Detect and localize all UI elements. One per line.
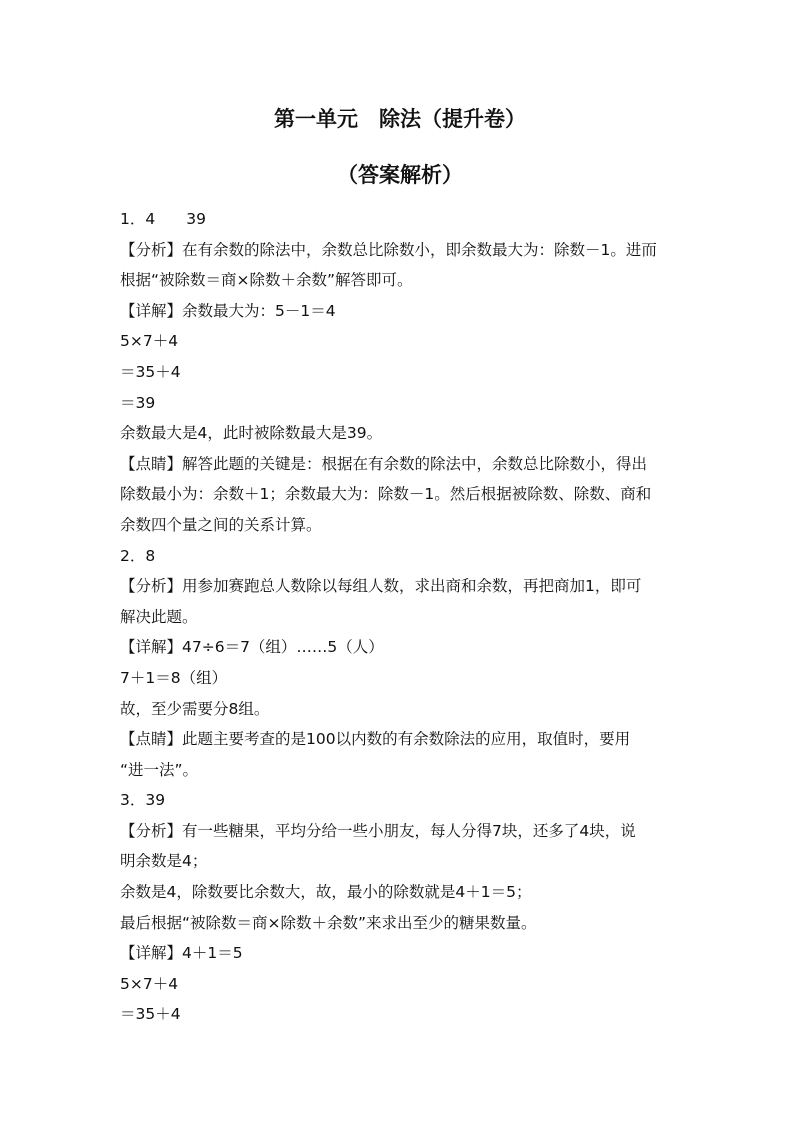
text-line: 余数最大是4，此时被除数最大是39。 bbox=[120, 424, 383, 443]
text-line: “进一法”。 bbox=[120, 760, 199, 779]
text-line: 5×7＋4 bbox=[120, 974, 179, 993]
text-line: 3．39 bbox=[120, 791, 166, 810]
text-line: 【详解】4＋1＝5 bbox=[120, 944, 243, 963]
text-line: 2．8 bbox=[120, 546, 156, 565]
text-line: 5×7＋4 bbox=[120, 332, 179, 351]
text-line: 【点睛】解答此题的关键是：根据在有余数的除法中，余数总比除数小，得出 bbox=[120, 454, 648, 473]
text-line: 根据“被除数＝商×除数＋余数”解答即可。 bbox=[120, 271, 413, 290]
text-line: ＝35＋4 bbox=[120, 1005, 181, 1024]
text-line: 故，至少需要分8组。 bbox=[120, 699, 270, 718]
text-line: 余数四个量之间的关系计算。 bbox=[120, 515, 322, 534]
answer-body bbox=[120, 204, 700, 1030]
text-line: 【详解】47÷6＝7（组）……5（人） bbox=[120, 638, 384, 657]
text-line: 1．4 39 bbox=[120, 210, 206, 228]
text-line: 【分析】用参加赛跑总人数除以每组人数，求出商和余数，再把商加1，即可 bbox=[120, 577, 642, 596]
text-line: 除数最小为：余数＋1；余数最大为：除数－1。然后根据被除数、除数、商和 bbox=[120, 485, 652, 504]
text-line: 7＋1＝8（组） bbox=[120, 668, 228, 687]
text-line: 【详解】余数最大为：5－1＝4 bbox=[120, 301, 336, 320]
text-line: 明余数是4； bbox=[120, 852, 208, 871]
text-line: ＝35＋4 bbox=[120, 362, 181, 381]
page-subtitle: （答案解析） bbox=[337, 163, 463, 187]
text-line: ＝39 bbox=[120, 393, 156, 412]
text-line: 余数是4，除数要比余数大，故，最小的除数就是4＋1＝5； bbox=[120, 883, 532, 902]
text-line: 【分析】在有余数的除法中，余数总比除数小，即余数最大为：除数－1。进而 bbox=[120, 240, 657, 259]
page-title: 第一单元 除法（提升卷） bbox=[274, 107, 526, 131]
text-line: 【点睛】此题主要考查的是100以内数的有余数除法的应用，取值时，要用 bbox=[120, 730, 631, 749]
text-line: 最后根据“被除数＝商×除数＋余数”来求出至少的糖果数量。 bbox=[120, 913, 537, 932]
text-line: 解决此题。 bbox=[120, 607, 198, 626]
text-line: 【分析】有一些糖果，平均分给一些小朋友，每人分得7块，还多了4块，说 bbox=[120, 821, 636, 840]
